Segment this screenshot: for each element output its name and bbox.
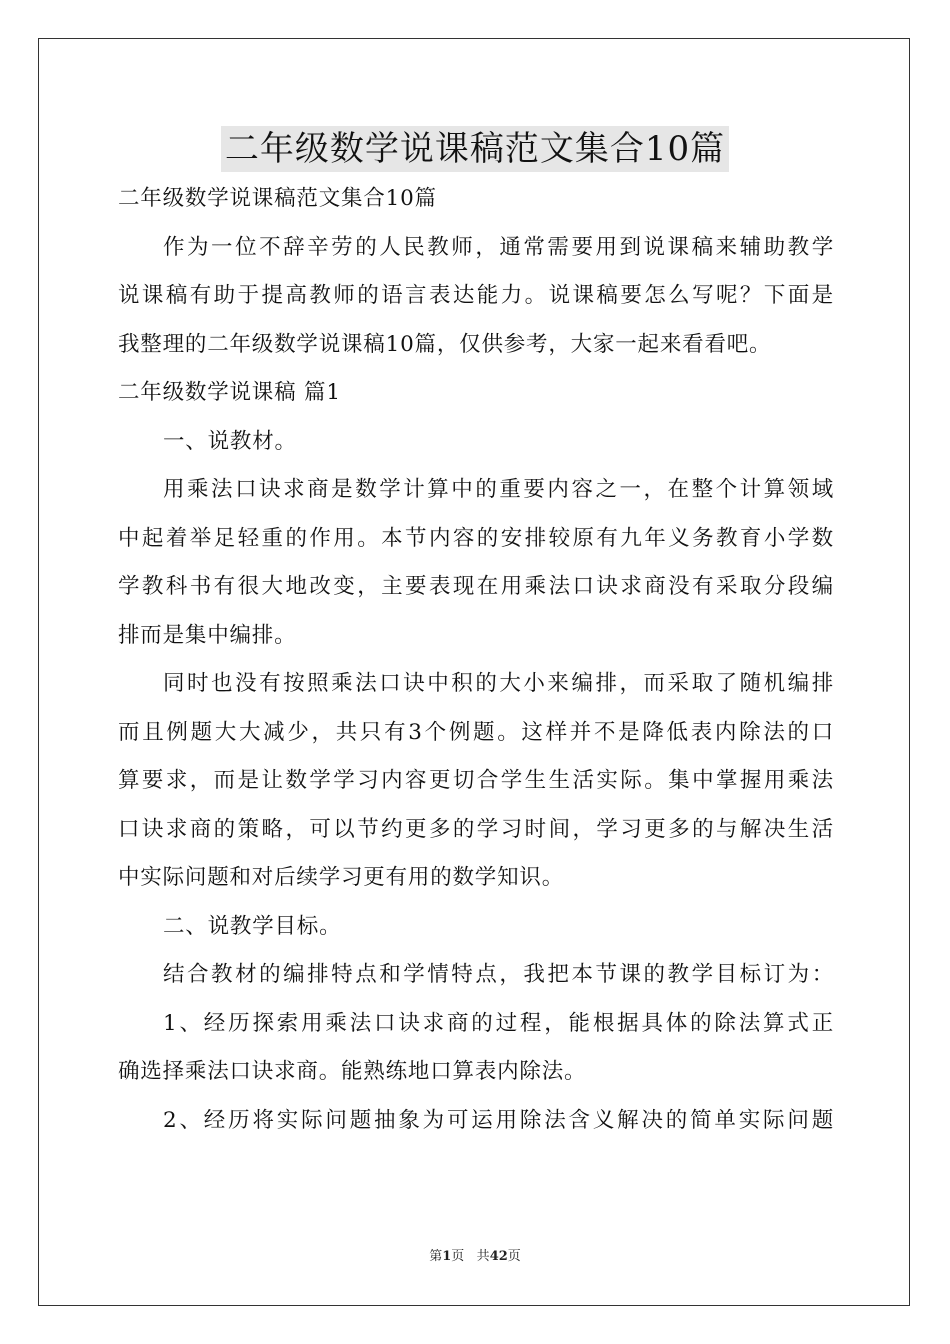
text-line: 结合教材的编排特点和学情特点，我把本节课的教学目标订为： bbox=[163, 962, 834, 987]
page-footer bbox=[0, 1245, 950, 1264]
text-line: 我整理的二年级数学说课稿10篇，仅供参考，大家一起来看看吧。 bbox=[118, 331, 772, 357]
text-line: 同时也没有按照乘法口诀中积的大小来编排，而采取了随机编排 bbox=[163, 671, 834, 696]
text-line: 学教科书有很大地改变，主要表现在用乘法口诀求商没有采取分段编 bbox=[118, 574, 834, 599]
text-line: 算要求，而是让数学学习内容更切合学生生活实际。集中掌握用乘法 bbox=[118, 768, 834, 793]
title-container bbox=[0, 126, 950, 172]
text-line: 二年级数学说课稿范文集合10篇 bbox=[118, 186, 437, 211]
text-line: 中实际问题和对后续学习更有用的数学知识。 bbox=[118, 865, 565, 890]
footer-page-suffix: 页 bbox=[451, 1249, 465, 1264]
footer-total-suffix: 页 bbox=[507, 1249, 521, 1264]
text-line: 作为一位不辞辛劳的人民教师，通常需要用到说课稿来辅助教学 bbox=[163, 234, 834, 260]
footer-total-prefix: 共 bbox=[476, 1249, 490, 1264]
text-line: 说课稿有助于提高教师的语言表达能力。说课稿要怎么写呢？下面是 bbox=[118, 283, 834, 308]
text-line: 中起着举足轻重的作用。本节内容的安排较原有九年义务教育小学数 bbox=[118, 525, 834, 551]
text-line: 2、经历将实际问题抽象为可运用除法含义解决的简单实际问题 bbox=[163, 1107, 834, 1133]
footer-total-pages: 42 bbox=[489, 1249, 508, 1264]
text-line: 1、经历探索用乘法口诀求商的过程，能根据具体的除法算式正 bbox=[163, 1010, 834, 1036]
document-title: 二年级数学说课稿范文集合10篇 bbox=[221, 126, 729, 172]
text-line: 用乘法口诀求商是数学计算中的重要内容之一，在整个计算领域 bbox=[163, 477, 834, 502]
text-line: 确选择乘法口诀求商。能熟练地口算表内除法。 bbox=[118, 1059, 587, 1084]
text-line: 二年级数学说课稿 篇1 bbox=[118, 380, 341, 405]
text-line: 一、说教材。 bbox=[163, 428, 297, 454]
footer-page-prefix: 第 bbox=[429, 1249, 443, 1264]
document-body bbox=[118, 175, 834, 1145]
text-line: 排而是集中编排。 bbox=[118, 622, 297, 648]
text-line: 二、说教学目标。 bbox=[163, 913, 342, 939]
text-line: 而且例题大大减少，共只有3个例题。这样并不是降低表内除法的口 bbox=[118, 719, 834, 745]
text-line: 口诀求商的策略，可以节约更多的学习时间，学习更多的与解决生活 bbox=[118, 816, 834, 842]
footer-page-number: 1 bbox=[442, 1249, 452, 1264]
